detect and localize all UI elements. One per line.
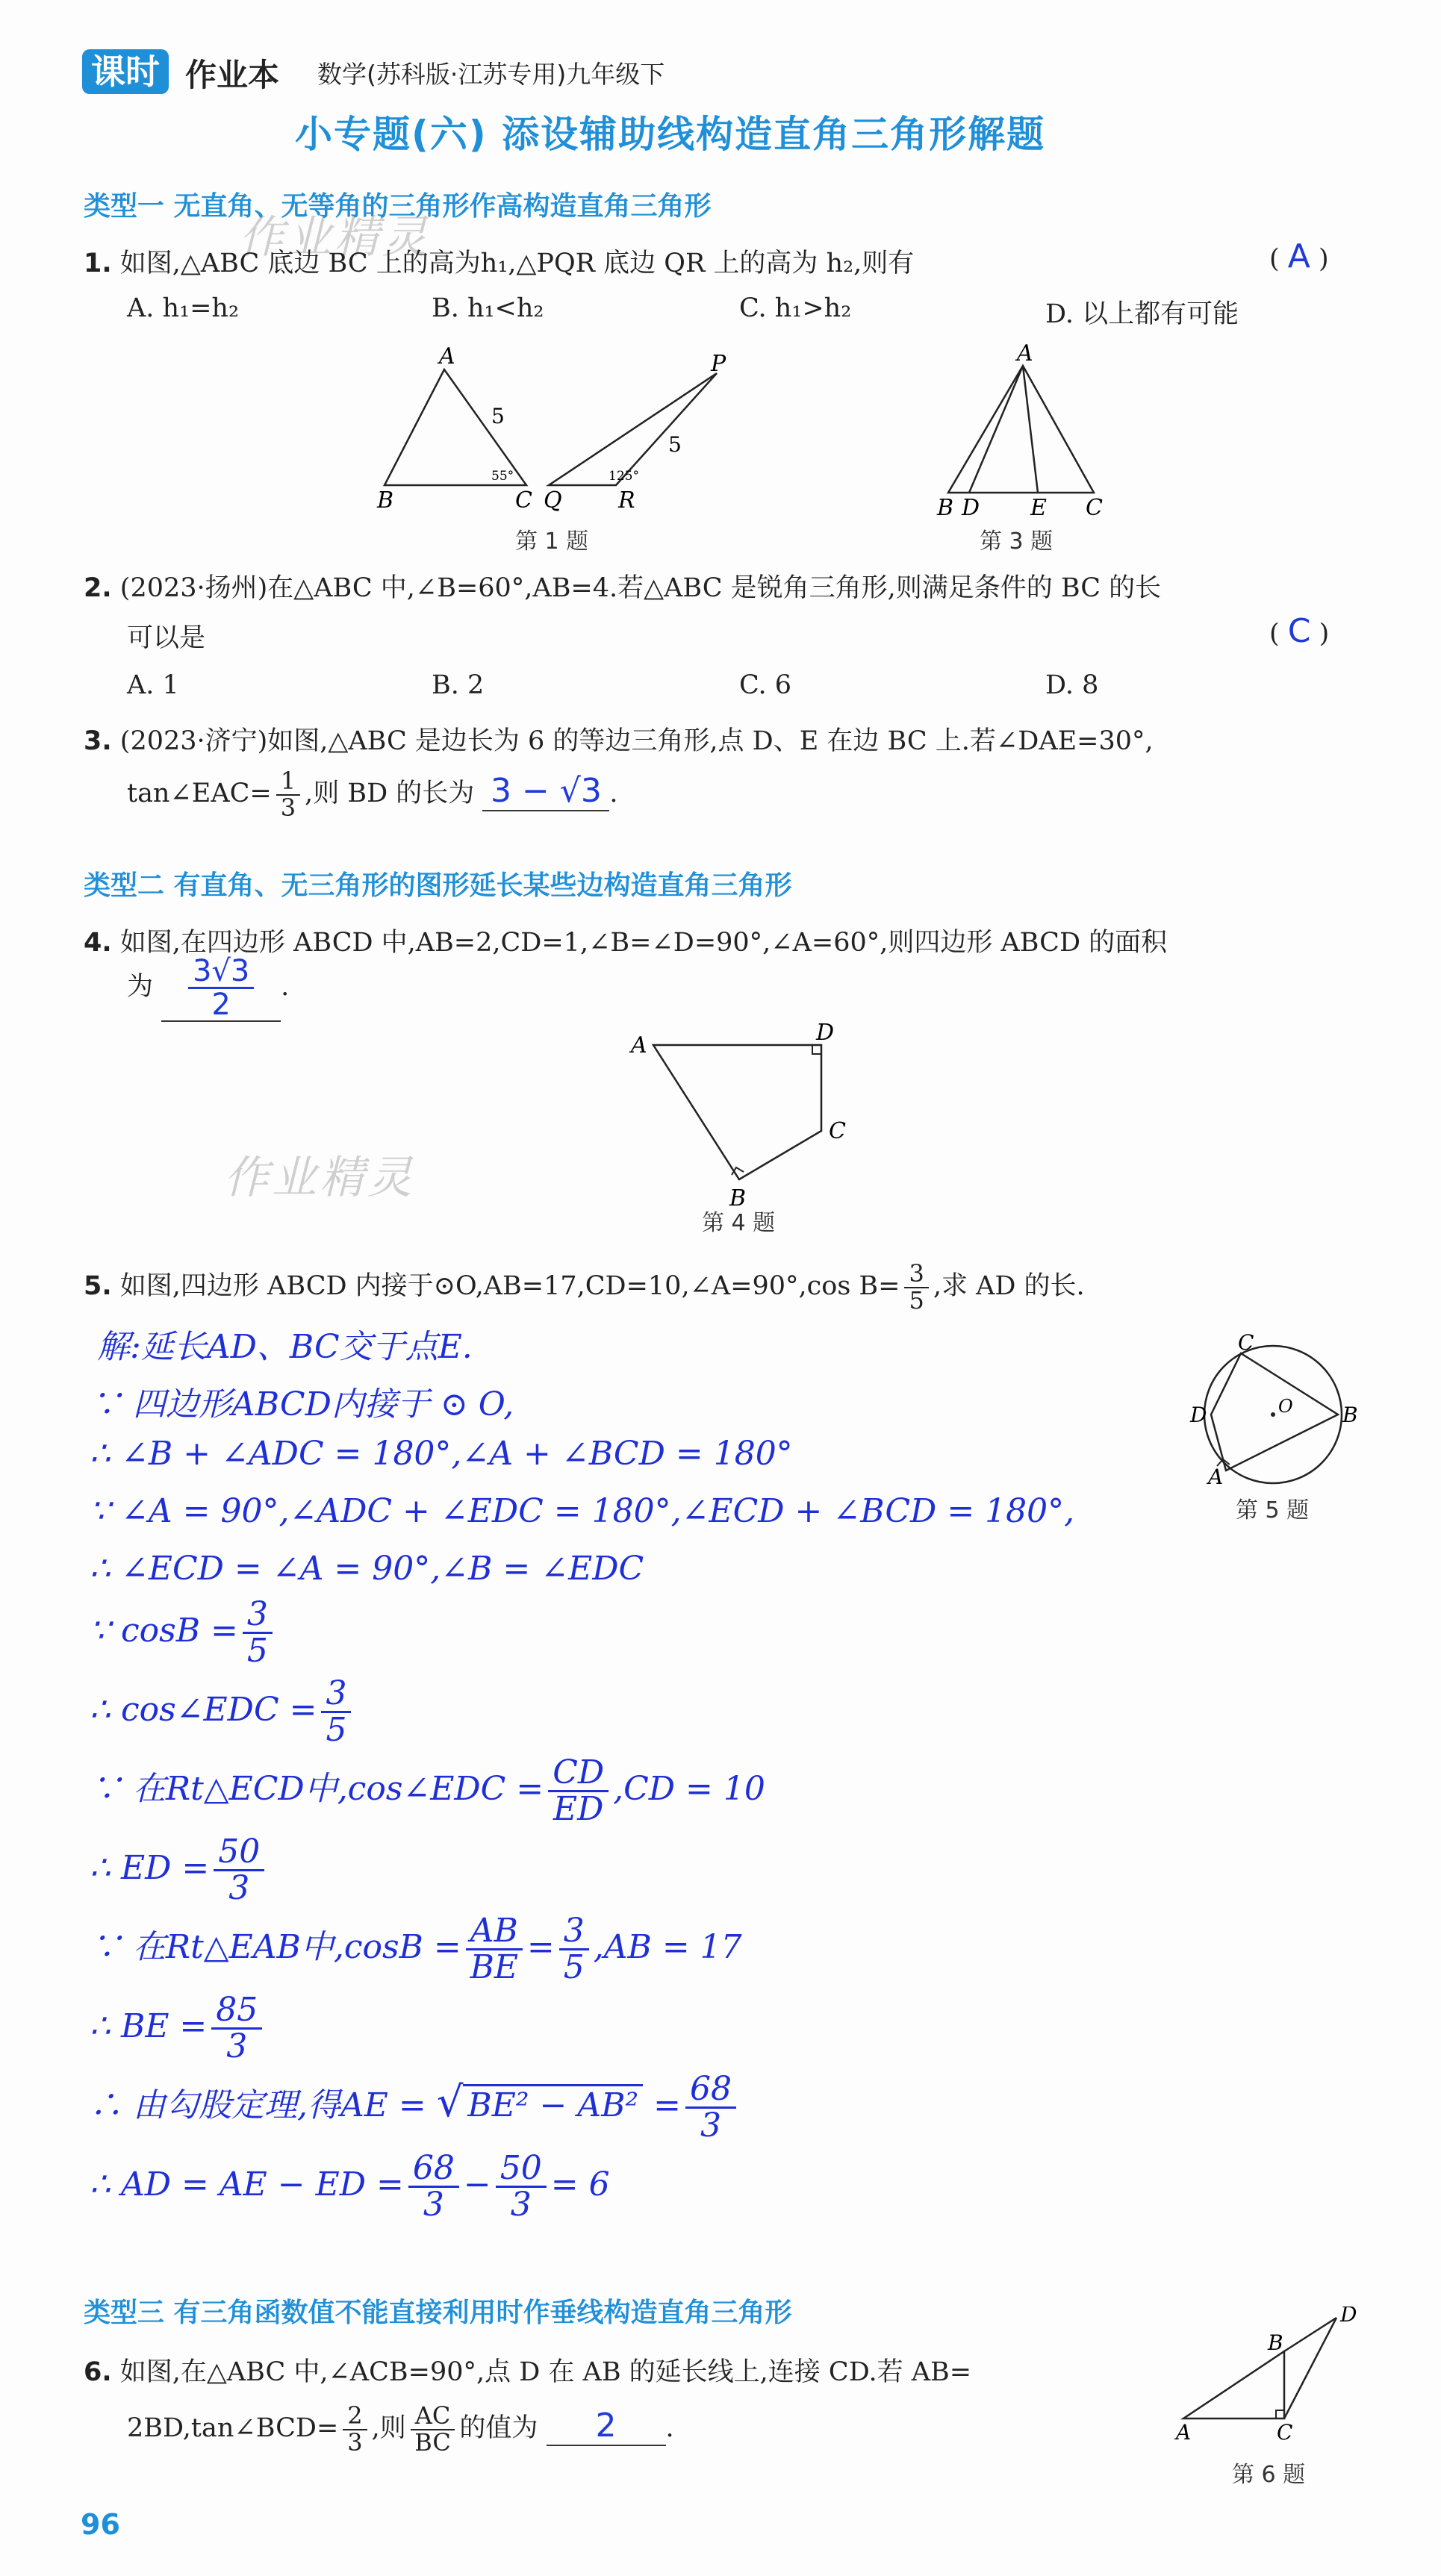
svg-text:R: R	[618, 487, 635, 511]
option: C. 6	[739, 670, 792, 700]
svg-text:5: 5	[491, 404, 505, 428]
option: A. 1	[127, 670, 179, 700]
svg-text:A: A	[1176, 2420, 1192, 2441]
section-heading: 类型一 无直角、无等角的三角形作高构造直角三角形	[84, 191, 712, 222]
question-1: 1. 如图,△ABC 底边 BC 上的高为h₁,△PQR 底边 QR 上的高为 h₂,则有	[84, 249, 915, 278]
option: B. h₁<h₂	[432, 293, 544, 323]
svg-text:A: A	[1017, 340, 1033, 367]
svg-text:C: C	[515, 487, 532, 511]
svg-text:C: C	[829, 1118, 846, 1144]
svg-text:Q: Q	[544, 487, 562, 511]
svg-text:D: D	[962, 495, 980, 519]
figure-1	[366, 340, 754, 511]
solution-line: ∴ ED = $\frac{50}{3}$	[90, 1835, 269, 1906]
svg-text:D: D	[1340, 2307, 1357, 2327]
svg-text:B: B	[937, 495, 954, 519]
solution-line: ∴ 由勾股定理,得AE = √ BE² − AB² = $\frac{68}{3}$	[90, 2072, 741, 2143]
logo: 课时	[82, 49, 169, 94]
solution-line: ∴ BE = $\frac{85}{3}$	[90, 1993, 267, 2064]
figure-caption: 第 5 题	[1236, 1497, 1310, 1524]
answer-bracket: ( A )	[1269, 237, 1329, 275]
figure-4	[623, 1019, 862, 1220]
solution-line: ∴ ∠ECD = ∠A = 90°,∠B = ∠EDC	[90, 1550, 644, 1588]
figure-3	[926, 340, 1120, 519]
svg-text:D: D	[1190, 1403, 1207, 1427]
svg-text:A: A	[1208, 1465, 1224, 1489]
figure-6	[1172, 2307, 1389, 2441]
brand: 作业本	[185, 57, 280, 93]
option: C. h₁>h₂	[739, 293, 852, 323]
question-2: 2. (2023·扬州)在△ABC 中,∠B=60°,AB=4.若△ABC 是锐角三角形,则满足条件的 BC 的长	[84, 573, 1162, 603]
svg-text:A: A	[439, 343, 455, 369]
svg-text:5: 5	[668, 432, 682, 457]
solution-line: ∵ ∠A = 90°,∠ADC + ∠EDC = 180°,∠ECD + ∠BCD = 180°,	[90, 1492, 1075, 1530]
question-5: 5. 如图,四边形 ABCD 内接于⊙O,AB=17,CD=10,∠A=90°,cos B= $\frac{3}{5}$ ,求 AD 的长.	[84, 1259, 1085, 1314]
svg-text:B: B	[729, 1185, 747, 1211]
figure-caption: 第 3 题	[980, 528, 1053, 555]
svg-text:C: C	[1086, 495, 1103, 519]
question-6-cont: 2BD,tan∠BCD= $\frac{2}{3}$ ,则 $\frac{AC}{BC}$ 的值为 2 .	[127, 2401, 674, 2457]
svg-text:E: E	[1030, 495, 1047, 519]
figure-5	[1180, 1329, 1374, 1508]
question-6: 6. 如图,在△ABC 中,∠ACB=90°,点 D 在 AB 的延长线上,连接 CD.若 AB=	[84, 2357, 972, 2387]
solution-line: ∴ cos∠EDC = $\frac{3}{5}$	[90, 1677, 355, 1747]
svg-text:C: C	[1277, 2420, 1293, 2441]
figure-caption: 第 6 题	[1232, 2462, 1306, 2488]
watermark: 作业精灵	[239, 211, 430, 263]
section-heading: 类型三 有三角函数值不能直接利用时作垂线构造直角三角形	[84, 2298, 792, 2328]
option: D. 8	[1045, 670, 1099, 700]
question-2-cont: 可以是	[127, 623, 206, 653]
solution-line: ∵ 在Rt△ECD中,cos∠EDC = $\frac{CD}{ED}$ ,CD = 10	[90, 1753, 765, 1829]
page-number: 96	[81, 2508, 120, 2541]
solution-line: ∴ ∠B + ∠ADC = 180°,∠A + ∠BCD = 180°	[90, 1435, 793, 1473]
question-4-cont: 为 $\frac{3√3}{2}$ .	[127, 954, 290, 1022]
svg-text:55°: 55°	[491, 469, 514, 484]
solution-line: ∵ 四边形ABCD内接于 ⊙ O,	[90, 1385, 514, 1423]
option: D. 以上都有可能	[1045, 299, 1239, 329]
svg-text:125°: 125°	[609, 469, 639, 484]
solution-line: ∵ 在Rt△EAB中,cosB = $\frac{AB}{BE}$ = $\frac{3}{5}$ ,AB = 17	[90, 1912, 742, 1987]
svg-text:B: B	[1268, 2330, 1283, 2355]
svg-text:A: A	[631, 1032, 647, 1058]
solution-line: ∴ AD = AE − ED = $\frac{68}{3}$ − $\frac{50}{3}$ = 6	[90, 2149, 610, 2224]
svg-text:C: C	[1238, 1330, 1254, 1355]
book-subtitle: 数学(苏科版·江苏专用)九年级下	[317, 60, 665, 89]
figure-caption: 第 4 题	[702, 1210, 776, 1236]
option: B. 2	[432, 670, 485, 700]
svg-text:D: D	[816, 1020, 835, 1046]
figure-caption: 第 1 题	[515, 528, 589, 555]
svg-text:P: P	[711, 351, 726, 377]
svg-text:O: O	[1278, 1396, 1293, 1417]
watermark: 作业精灵	[224, 1152, 415, 1204]
svg-text:B: B	[377, 487, 394, 511]
question-4: 4. 如图,在四边形 ABCD 中,AB=2,CD=1,∠B=∠D=90°,∠A=60°,则四边形 ABCD 的面积	[84, 928, 1168, 958]
svg-text:B: B	[1342, 1403, 1358, 1427]
solution-line: 解:延长AD、BC交于点E.	[97, 1328, 473, 1366]
page-title: 小专题(六) 添设辅助线构造直角三角形解题	[295, 113, 1046, 156]
solution-line: ∵ cosB = $\frac{3}{5}$	[90, 1597, 277, 1668]
section-heading: 类型二 有直角、无三角形的图形延长某些边构造直角三角形	[84, 870, 792, 901]
option: A. h₁=h₂	[127, 293, 239, 323]
question-3-cont: tan∠EAC= $\frac{1}{3}$ ,则 BD 的长为 3 − √3 .	[127, 767, 618, 822]
question-3: 3. (2023·济宁)如图,△ABC 是边长为 6 的等边三角形,点 D、E 在边 BC 上.若∠DAE=30°,	[84, 726, 1154, 756]
answer-bracket: ( C )	[1269, 612, 1330, 650]
